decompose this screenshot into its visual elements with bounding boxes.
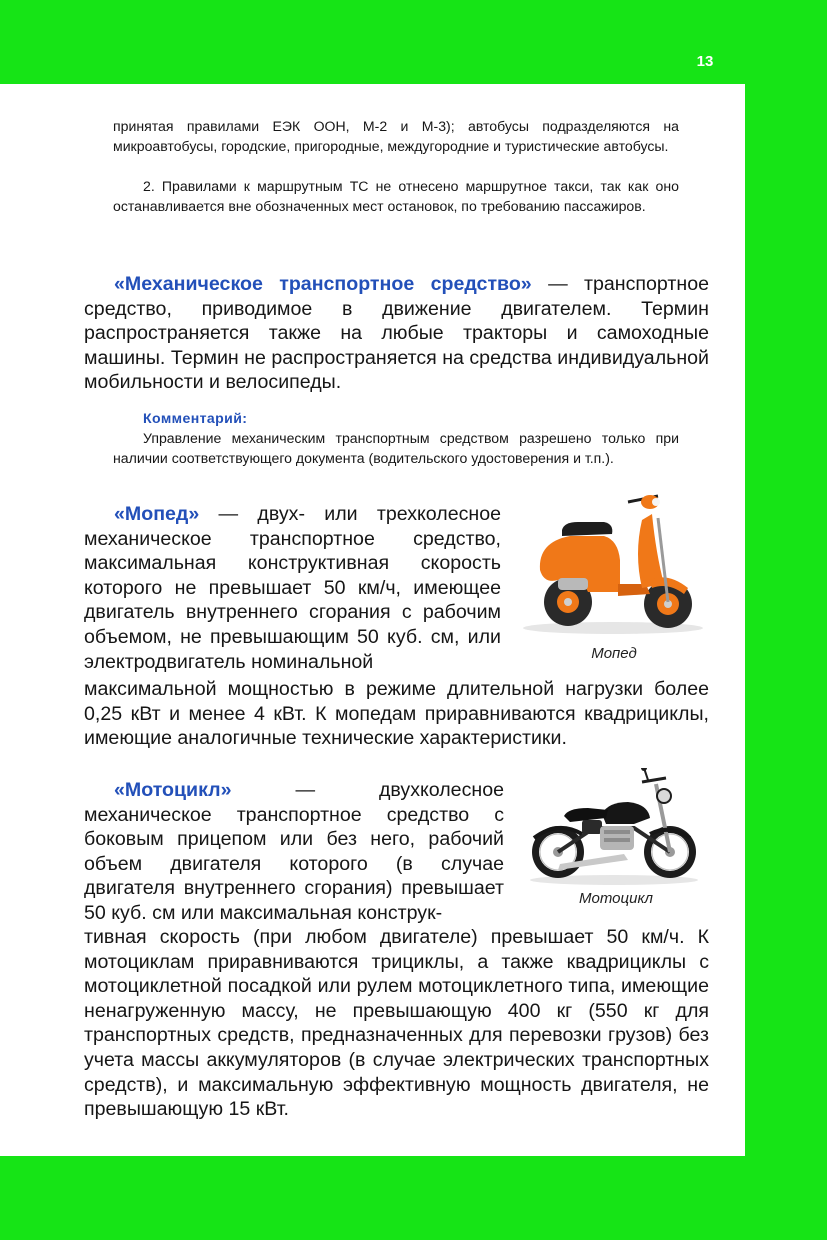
mechanical-vehicle-definition (84, 272, 709, 395)
moped-definition-rest: максимальной мощностью в режиме длительной нагрузки более 0,25 кВт и менее 4 кВт. К мопедам приравниваются квадрициклы, имеющие аналогичные технические характеристики. (84, 678, 709, 750)
moped-text: — двух- или трехколесное механическое транспортное средство, максимальная конструктивная скорость которого не превышает 50 км/ч, имеющее двигатель внутреннего сгорания с рабочим объемом, не превышающим 50 куб. см, или электродвигатель номинальной (84, 503, 501, 673)
page-frame-top (0, 0, 827, 84)
moped-caption: Мопед (591, 645, 637, 662)
moped-illustration (518, 484, 708, 634)
comment-label: Комментарий: (143, 410, 248, 426)
moped-term: «Мопед» (114, 503, 200, 525)
page-frame-right (745, 84, 827, 1156)
motorcycle-term: «Мотоцикл» (114, 779, 232, 801)
mechanical-vehicle-text: — транспортное средство, приводимое в движение двигателем. Термин распространяется также на любые тракторы и самоходные машины. Термин не распространяется на средства индивидуальной мобильности и велосипеды. (84, 273, 709, 394)
motorcycle-definition-wrap (84, 778, 504, 926)
moped-definition-wrap (84, 502, 501, 674)
motorcycle-text: — двухколесное механическое транспортное средство с боковым прицепом или без него, рабочий объем двигателя которого (в случае двигателя внутреннего сгорания) превышает 50 куб. см или максимальная конструк- (84, 779, 504, 924)
motorcycle-caption: Мотоцикл (579, 890, 653, 907)
motorcycle-definition-rest: тивная скорость (при любом двигателе) превышает 50 км/ч. К мотоциклам приравниваются трициклы, а также квадрициклы с мотоциклетной посадкой или рулем мотоциклетного типа, имеющие ненагруженную массу, не превышающую 400 кг (550 кг для транспортных средств, предназначенных для перевозки грузов) без учета массы аккумуляторов (в случае электрических транспортных средств), и максимальную эффективную мощность двигателя, не превышающую 15 кВт. (84, 926, 709, 1121)
note-paragraph-2: 2. Правилами к маршрутным ТС не отнесено маршрутное такси, так как оно останавливается вне обозначенных мест остановок, по требованию пассажиров. (113, 178, 679, 214)
note-paragraph-1: принятая правилами ЕЭК ООН, М-2 и М-3); автобусы подразделяются на микроавтобусы, городские, пригородные, междугородние и туристические автобусы. (113, 118, 679, 154)
motorcycle-image (524, 768, 704, 886)
page-number: 13 (696, 53, 714, 70)
motorcycle-illustration (524, 768, 704, 886)
mechanical-vehicle-term: «Механическое транспортное средство» (114, 273, 532, 295)
moped-image (518, 484, 708, 634)
comment-text: Управление механическим транспортным средством разрешено только при наличии соответствующего документа (водительского удостоверения и т.п.). (113, 430, 679, 466)
page-frame-bottom (0, 1156, 827, 1240)
